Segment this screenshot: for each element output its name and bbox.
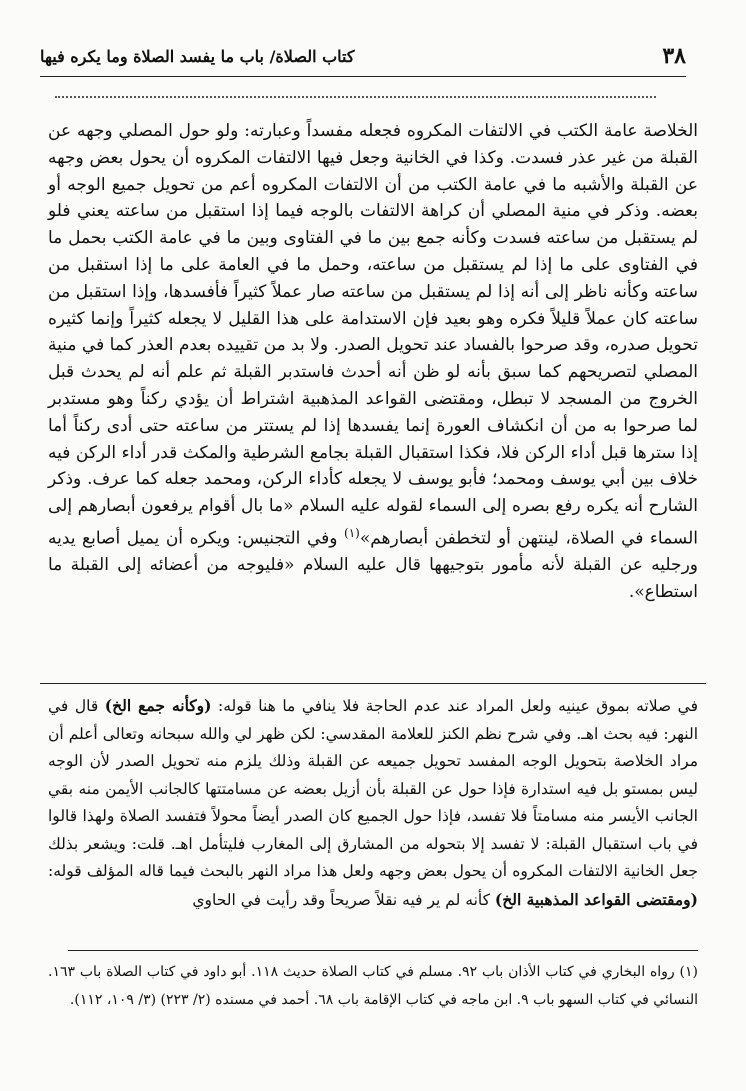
page-header	[40, 36, 686, 77]
footnote-1: (١) رواه البخاري في كتاب الأذان باب ٩٢. مسلم في كتاب الصلاة حديث ١١٨. أبو داود في كتاب الصلاة باب ١٦٣. النسائي في كتاب السهو باب ٩. ابن ماجه في كتاب الإقامة باب ٦٨. أحمد في مسنده (٢/ ٢٢٣) (٣/ ١٠٩، ١١٢).	[48, 964, 699, 1008]
dotted-divider	[55, 96, 656, 98]
commentary-paragraph	[48, 692, 698, 914]
footnote-marker: (١)	[344, 525, 360, 540]
main-paragraph	[48, 118, 698, 606]
footnote-divider	[68, 950, 698, 951]
commentary-text-2: قال في النهر: فيه بحث اهـ. وفي شرح نظم الكنز للعلامة المقدسي: لكن ظهر لي والله سبحانه وتعالى أعلم أن مراد الخلاصة بتحويل الوجه المفسد تحويل جميعه عن القبلة وذلك يلزم منه تحويل الصدر لأن الوجه ليس بمستو بل فيه استدارة فإذا حول عن القبلة بأن أزيل بعضه عن مسامتتها كالجانب الأيمن منه بقي الجانب الأيسر منه مسامتاً فلا تفسد، فإذا حول الجميع كان الصدر أيضاً محولاً فتفسد الصلاة ولهذا قالوا في باب استقبال القبلة: لا تفسد إلا بتحوله من المشارق إلى المغارب فليتأمل اهـ. قلت: ويشعر بذلك جعل الخانية الالتفات المكروه أن يحول بعض وجهه ولعل هذا مراد النهر بالبحث فيما قاله المؤلف قوله:	[48, 697, 698, 880]
main-body-continued: وفي التجنيس: ويكره أن يميل أصابع يديه ورجليه عن القبلة لأنه مأمور بتوجيهها قال عليه السلام «فليوجه من أعضائه إلى القبلة ما استطاع».	[48, 528, 698, 603]
running-title: كتاب الصلاة/ باب ما يفسد الصلاة وما يكره فيها	[40, 46, 355, 66]
commentary-text-3: كأنه لم ير فيه نقلاً صريحاً وقد رأيت في الحاوي	[192, 890, 495, 909]
main-text-block	[48, 118, 698, 606]
page-number: ٣٨	[662, 43, 686, 69]
commentary-block	[48, 692, 698, 914]
commentary-text-1: في صلاته بموق عينيه ولعل المراد عند عدم الحاجة فلا ينافي ما هنا قوله:	[211, 697, 699, 715]
commentary-quote-2: (ومقتضى القواعد المذهبية الخ)	[494, 889, 698, 909]
main-body-text: الخلاصة عامة الكتب في الالتفات المكروه فجعله مفسداً وعبارته: ولو حول المصلي وجهه عن القبلة من غير عذر فسدت. وكذا في الخانية وجعل فيها الالتفات المكروه أن يحول بعض وجهه عن القبلة والأشبه ما في عامة الكتب من أن الالتفات المكروه أعم من تحويل جميع الوجه أو بعضه. وذكر في منية المصلي أن كراهة الالتفات بالوجه فيما إذا استقبل من ساعته يعني فلو لم يستقبل من ساعته فسدت وكأنه جمع بين ما في الفتاوى وبين ما في عامة الكتب بحمل ما في الفتاوى على ما إذا لم يستقبل من ساعته، وحمل ما في العامة على ما إذا استقبل من ساعته وكأنه ناظر إلى أنه إذا لم يستقبل من ساعته صار عملاً كثيراً فأفسدها، وإذا استقبل من ساعته كان عملاً قليلاً فكره وهو بعيد فإن الاستدامة على هذا القليل لا يجعله كثيراً وإنما كثيره تحويل صدره، وقد صرحوا بالفساد عند تحويل الصدر. ولا بد من تقييده بعدم العذر كما في منية المصلي لتصريحهم كما سبق بأنه لو ظن أنه أحدث فاستدبر القبلة ثم علم أنه لم يحدث قبل الخروج من المسجد لا تبطل، ومقتضى القواعد المذهبية اشتراط أن يؤدي ركناً وهو مستدبر لما صرحوا به من أن انكشاف العورة إنما يفسدها إذا لم يستتر من ساعته حتى أدى ركناً أما إذا سترها قبل أداء الركن فلا، فكذا استقبال القبلة بجامع الشرطية والمكث قدر أداء الركن فيه خلاف بين أبي يوسف ومحمد؛ فأبو يوسف لا يجعله كأداء الركن، ومحمد جعله كما عرف. وذكر الشارح أنه يكره رفع بصره إلى السماء لقوله عليه السلام «ما بال أقوام يرفعون أبصارهم إلى السماء في الصلاة، لينتهن أو لتخطفن أبصارهم»	[48, 121, 698, 549]
commentary-quote-1: (وكأنه جمع الخ)	[104, 696, 212, 715]
commentary-separator	[40, 683, 706, 684]
footnotes-block	[48, 958, 698, 1014]
